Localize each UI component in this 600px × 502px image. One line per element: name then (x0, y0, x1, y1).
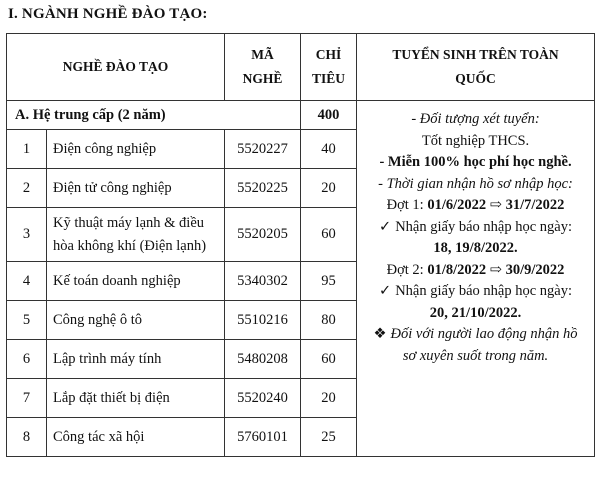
workers-note: ❖ Đối với người lao động nhận hồ (373, 326, 578, 342)
programs-table (6, 33, 595, 457)
admission-info (357, 101, 595, 457)
row-number: 4 (7, 262, 47, 301)
program-code: 5520240 (225, 379, 301, 418)
section-title: I. NGÀNH NGHỀ ĐÀO TẠO: (8, 6, 208, 22)
program-code: 5760101 (225, 418, 301, 457)
program-name: Điện tử công nghiệp (47, 169, 225, 208)
workers-note-cont: sơ xuyên suốt trong năm. (402, 347, 549, 364)
row-number: 8 (7, 418, 47, 457)
program-quota: 25 (301, 418, 357, 457)
row-number: 5 (7, 301, 47, 340)
program-quota: 40 (301, 130, 357, 169)
program-name: Công tác xã hội (47, 418, 225, 457)
program-quota: 60 (301, 340, 357, 379)
program-code: 5480208 (225, 340, 301, 379)
notice-1-dates: 18, 19/8/2022. (433, 240, 518, 256)
program-name: Công nghệ ô tô (47, 301, 225, 340)
row-number: 2 (7, 169, 47, 208)
check-icon: ✓ (379, 283, 392, 299)
check-icon: ✓ (379, 218, 392, 235)
header-code: MÃ NGHỀ (225, 34, 301, 101)
row-number: 7 (7, 379, 47, 418)
target-value: Tốt nghiệp THCS. (421, 132, 530, 149)
program-name: Lập trình máy tính (47, 340, 225, 379)
program-code: 5520227 (225, 130, 301, 169)
period-label: - Thời gian nhận hồ sơ nhập học: (378, 175, 573, 192)
program-quota: 80 (301, 301, 357, 340)
arrow-right-icon: ⇨ (489, 261, 502, 278)
program-name: Điện công nghiệp (47, 130, 225, 169)
round-2: Đợt 2: 01/8/2022 ⇨ 30/9/2022 (361, 260, 590, 282)
notice-2-dates: 20, 21/10/2022. (429, 304, 522, 321)
program-code: 5340302 (225, 262, 301, 301)
round-1: Đợt 1: 01/6/2022 ⇨ 31/7/2022 (361, 195, 590, 217)
header-quota: CHỈ TIÊU (301, 34, 357, 101)
group-quota: 400 (301, 101, 357, 130)
program-code: 5520205 (225, 208, 301, 262)
program-quota: 20 (301, 379, 357, 418)
header-admission: TUYỂN SINH TRÊN TOÀN QUỐC (357, 34, 595, 101)
target-label: - Đối tượng xét tuyển: (411, 111, 540, 127)
program-code: 5510216 (225, 301, 301, 340)
program-quota: 20 (301, 169, 357, 208)
program-name: Kế toán doanh nghiệp (47, 262, 225, 301)
notice-1: ✓ Nhận giấy báo nhập học ngày: (379, 218, 572, 235)
program-name: Lắp đặt thiết bị điện (47, 379, 225, 418)
diamond-icon: ❖ (373, 326, 387, 342)
notice-2: ✓ Nhận giấy báo nhập học ngày: (379, 283, 572, 299)
group-label: A. Hệ trung cấp (2 năm) (7, 101, 301, 130)
program-name: Kỹ thuật máy lạnh & điều hòa không khí (Điện lạnh) (47, 208, 225, 262)
program-quota: 95 (301, 262, 357, 301)
arrow-right-icon: ⇨ (489, 197, 502, 213)
group-row (7, 101, 595, 130)
program-quota: 60 (301, 208, 357, 262)
header-program: NGHỀ ĐÀO TẠO (7, 34, 225, 101)
row-number: 1 (7, 130, 47, 169)
program-code: 5520225 (225, 169, 301, 208)
row-number: 3 (7, 208, 47, 262)
free-tuition: - Miễn 100% học phí học nghề. (379, 154, 572, 170)
row-number: 6 (7, 340, 47, 379)
